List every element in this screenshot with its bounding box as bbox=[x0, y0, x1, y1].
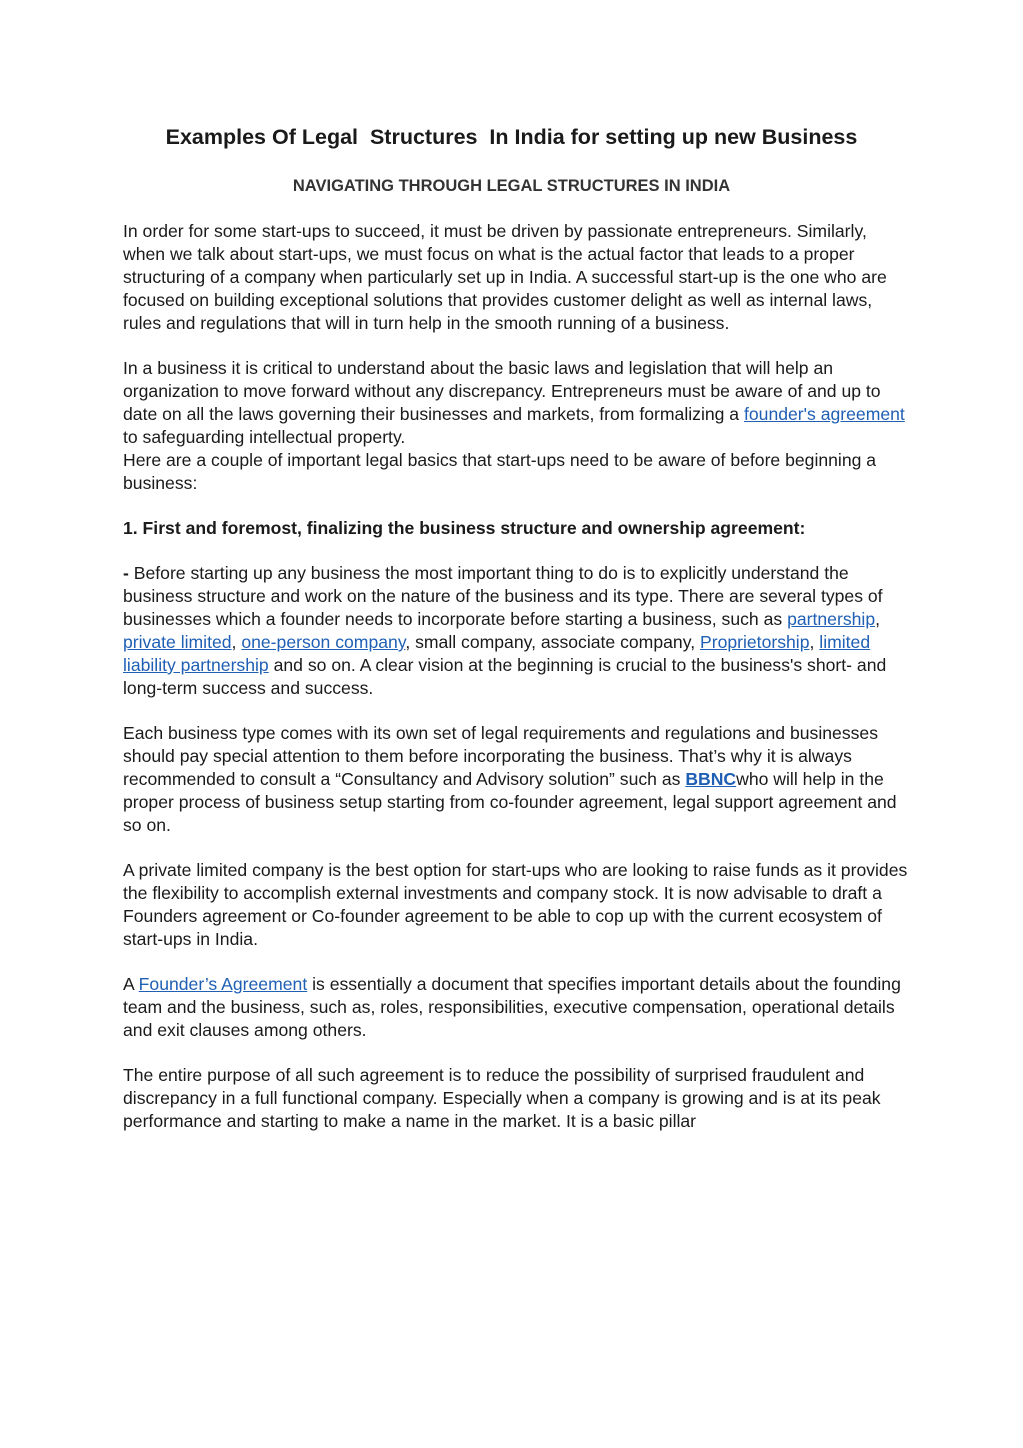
dash-marker: - bbox=[123, 563, 129, 583]
document-body bbox=[123, 220, 908, 1155]
founders-agreement-link-2[interactable]: Founder’s Agreement bbox=[138, 974, 308, 994]
one-person-company-link[interactable]: one-person company bbox=[241, 632, 406, 652]
document-subtitle: NAVIGATING THROUGH LEGAL STRUCTURES IN INDIA bbox=[292, 177, 731, 195]
paragraph-founders-agreement bbox=[123, 973, 908, 1042]
separator: , bbox=[231, 632, 242, 652]
paragraph-legal-basics bbox=[123, 357, 908, 449]
paragraph-business-types bbox=[123, 562, 908, 700]
paragraph-text: Before starting up any business the most important thing to do is to explicitly understand the business structure and work on the nature of the business and its type. There are several types of businesses which a founder needs to incorporate before starting a business, such as bbox=[123, 563, 883, 629]
paragraph-legal-basics-list-intro: Here are a couple of important legal basics that start-ups need to be aware of before beginning a business: bbox=[123, 450, 877, 493]
founders-agreement-link[interactable]: founder's agreement bbox=[743, 404, 905, 424]
paragraph-text: who will help in the proper process of business setup starting from co-founder agreement, legal support agreement and so on. bbox=[123, 769, 897, 835]
bbnc-link[interactable]: BBNC bbox=[685, 769, 737, 789]
separator: , bbox=[875, 609, 880, 629]
document-title: Examples Of Legal Structures In India for setting up new Business bbox=[165, 125, 858, 149]
paragraph-text: A bbox=[123, 974, 139, 994]
separator: , bbox=[809, 632, 820, 652]
paragraph-text: is essentially a document that specifies important details about the founding team and the business, such as, roles, responsibilities, executive compensation, operational details and exit clauses among others. bbox=[123, 974, 901, 1040]
paragraph-text: Each business type comes with its own set of legal requirements and regulations and businesses should pay special attention to them before incorporating the business. That’s why it is always recommended to consult a “Consultancy and Advisory solution” such as bbox=[123, 723, 878, 789]
paragraph-legal-requirements bbox=[123, 722, 908, 837]
private-limited-link[interactable]: private limited bbox=[123, 632, 232, 652]
paragraph-text: and so on. A clear vision at the beginning is crucial to the business's short- and long-term success and success. bbox=[123, 655, 887, 698]
partnership-link[interactable]: partnership bbox=[787, 609, 876, 629]
paragraph-text: , small company, associate company, bbox=[405, 632, 700, 652]
paragraph-intro: In order for some start-ups to succeed, it must be driven by passionate entrepreneurs. Similarly, when we talk about start-ups, we must focus on what is the actual factor that leads to a proper structuring of a company when particularly set up in India. A successful start-up is the one who are focused on building exceptional solutions that provides customer delight as well as internal laws, rules and regulations that will in turn help in the smooth running of a business. bbox=[123, 221, 887, 333]
paragraph-agreement-purpose: The entire purpose of all such agreement is to reduce the possibility of surprised fraudulent and discrepancy in a full functional company. Especially when a company is growing and is at its peak performance and starting to make a name in the market. It is a basic pillar bbox=[123, 1065, 881, 1131]
section-heading-business-structure: 1. First and foremost, finalizing the business structure and ownership agreement: bbox=[123, 518, 806, 538]
paragraph-text: to safeguarding intellectual property. bbox=[123, 427, 406, 447]
limited-liability-partnership-link[interactable]: limited liability partnership bbox=[123, 632, 871, 675]
proprietorship-link[interactable]: Proprietorship bbox=[699, 632, 810, 652]
paragraph-private-limited: A private limited company is the best option for start-ups who are looking to raise funds as it provides the flexibility to accomplish external investments and company stock. It is now advisable to draft a Founders agreement or Co-founder agreement to be able to cop up with the current ecosystem of start-ups in India. bbox=[123, 860, 908, 949]
paragraph-text: In a business it is critical to understand about the basic laws and legislation that will help an organization to move forward without any discrepancy. Entrepreneurs must be aware of and up to date on all the laws governing their businesses and markets, from formalizing a bbox=[123, 358, 881, 424]
